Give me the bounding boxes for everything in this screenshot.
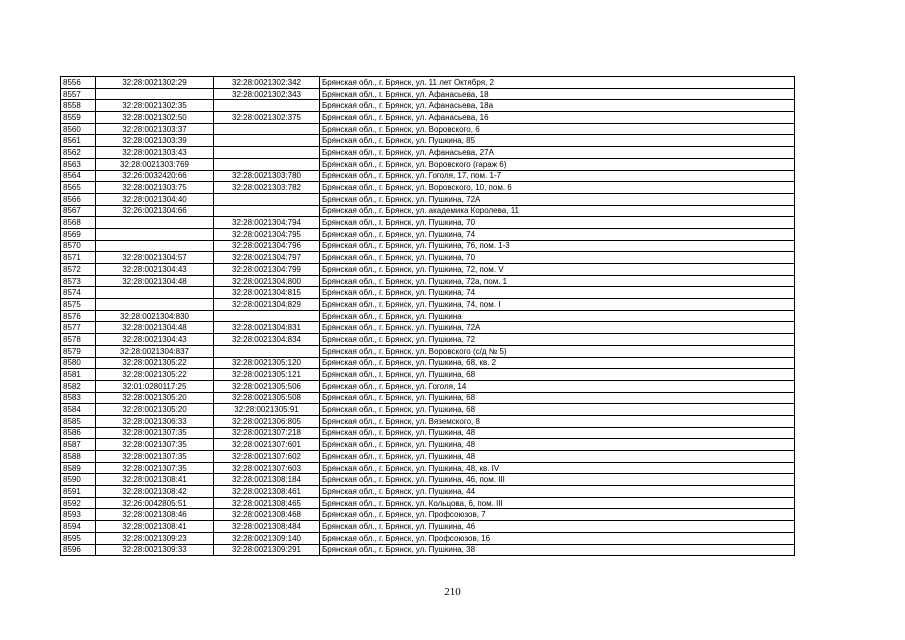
land-cadastral-number-cell: 32:28:0021308:42 — [96, 486, 214, 498]
building-cadastral-number-cell: 32:28:0021309:291 — [214, 544, 320, 556]
address-cell: Брянская обл., г. Брянск, ул. Афанасьева, 18 — [320, 88, 795, 100]
row-number-cell: 8591 — [61, 486, 96, 498]
building-cadastral-number-cell: 32:28:0021308:465 — [214, 497, 320, 509]
row-number-cell: 8559 — [61, 112, 96, 124]
row-number-cell: 8593 — [61, 509, 96, 521]
table-row — [61, 427, 795, 439]
building-cadastral-number-cell: 32:28:0021303:780 — [214, 170, 320, 182]
table-row — [61, 217, 795, 229]
property-registry-table — [60, 76, 795, 556]
building-cadastral-number-cell: 32:28:0021302:342 — [214, 77, 320, 89]
table-row — [61, 474, 795, 486]
table-row — [61, 193, 795, 205]
table-row — [61, 275, 795, 287]
building-cadastral-number-cell: 32:28:0021302:343 — [214, 88, 320, 100]
row-number-cell: 8588 — [61, 451, 96, 463]
table-row — [61, 240, 795, 252]
land-cadastral-number-cell: 32:28:0021308:41 — [96, 521, 214, 533]
building-cadastral-number-cell: 32:28:0021302:375 — [214, 112, 320, 124]
building-cadastral-number-cell: 32:28:0021309:140 — [214, 532, 320, 544]
row-number-cell: 8573 — [61, 275, 96, 287]
row-number-cell: 8582 — [61, 380, 96, 392]
land-cadastral-number-cell: 32:28:0021305:20 — [96, 404, 214, 416]
table-row — [61, 135, 795, 147]
land-cadastral-number-cell: 32:28:0021309:33 — [96, 544, 214, 556]
table-row — [61, 170, 795, 182]
address-cell: Брянская обл., г. Брянск, ул. Афанасьева, 27А — [320, 147, 795, 159]
address-cell: Брянская обл., г. Брянск, ул. Пушкина, 74, пом. I — [320, 299, 795, 311]
land-cadastral-number-cell: 32:28:0021307:35 — [96, 451, 214, 463]
land-cadastral-number-cell: 32:28:0021304:48 — [96, 275, 214, 287]
row-number-cell: 8572 — [61, 264, 96, 276]
table-row — [61, 404, 795, 416]
table-row — [61, 415, 795, 427]
address-cell: Брянская обл., г. Брянск, ул. Пушкина, 74 — [320, 228, 795, 240]
building-cadastral-number-cell: 32:28:0021308:468 — [214, 509, 320, 521]
land-cadastral-number-cell: 32:28:0021303:75 — [96, 182, 214, 194]
land-cadastral-number-cell: 32:28:0021302:50 — [96, 112, 214, 124]
page-number: 210 — [444, 586, 461, 598]
row-number-cell: 8563 — [61, 158, 96, 170]
land-cadastral-number-cell: 32:28:0021304:43 — [96, 264, 214, 276]
address-cell: Брянская обл., г. Брянск, ул. Воровского, 6 — [320, 123, 795, 135]
row-number-cell: 8580 — [61, 357, 96, 369]
table-row — [61, 100, 795, 112]
table-row — [61, 310, 795, 322]
address-cell: Брянская обл., г. Брянск, ул. академика Королева, 11 — [320, 205, 795, 217]
building-cadastral-number-cell: 32:28:0021307:218 — [214, 427, 320, 439]
address-cell: Брянская обл., г. Брянск, ул. Кольцова, 6, пом. III — [320, 497, 795, 509]
building-cadastral-number-cell: 32:28:0021308:461 — [214, 486, 320, 498]
land-cadastral-number-cell: 32:28:0021303:769 — [96, 158, 214, 170]
address-cell: Брянская обл., г. Брянск, ул. Вяземского, 8 — [320, 415, 795, 427]
table-row — [61, 182, 795, 194]
land-cadastral-number-cell — [96, 287, 214, 299]
land-cadastral-number-cell: 32:28:0021308:46 — [96, 509, 214, 521]
row-number-cell: 8561 — [61, 135, 96, 147]
building-cadastral-number-cell: 32:28:0021304:834 — [214, 334, 320, 346]
building-cadastral-number-cell: 32:28:0021307:601 — [214, 439, 320, 451]
building-cadastral-number-cell: 32:28:0021305:121 — [214, 369, 320, 381]
building-cadastral-number-cell — [214, 158, 320, 170]
address-cell: Брянская обл., г. Брянск, ул. Пушкина, 76, пом. 1-3 — [320, 240, 795, 252]
land-cadastral-number-cell: 32:26:0032420:66 — [96, 170, 214, 182]
building-cadastral-number-cell: 32:28:0021308:484 — [214, 521, 320, 533]
building-cadastral-number-cell: 32:28:0021304:799 — [214, 264, 320, 276]
row-number-cell: 8565 — [61, 182, 96, 194]
address-cell: Брянская обл., г. Брянск, ул. Пушкина, 48 — [320, 439, 795, 451]
row-number-cell: 8568 — [61, 217, 96, 229]
address-cell: Брянская обл., г. Брянск, ул. Афанасьева, 16 — [320, 112, 795, 124]
building-cadastral-number-cell: 32:28:0021306:805 — [214, 415, 320, 427]
row-number-cell: 8578 — [61, 334, 96, 346]
land-cadastral-number-cell: 32:01:0280117:25 — [96, 380, 214, 392]
building-cadastral-number-cell: 32:28:0021304:795 — [214, 228, 320, 240]
table-row — [61, 380, 795, 392]
address-cell: Брянская обл., г. Брянск, ул. Пушкина, 74 — [320, 287, 795, 299]
row-number-cell: 8574 — [61, 287, 96, 299]
land-cadastral-number-cell: 32:28:0021304:57 — [96, 252, 214, 264]
building-cadastral-number-cell: 32:28:0021304:797 — [214, 252, 320, 264]
land-cadastral-number-cell: 32:28:0021305:20 — [96, 392, 214, 404]
row-number-cell: 8583 — [61, 392, 96, 404]
address-cell: Брянская обл., г. Брянск, ул. Пушкина, 48 — [320, 451, 795, 463]
row-number-cell: 8560 — [61, 123, 96, 135]
address-cell: Брянская обл., г. Брянск, ул. Пушкина, 70 — [320, 217, 795, 229]
land-cadastral-number-cell: 32:28:0021304:830 — [96, 310, 214, 322]
row-number-cell: 8589 — [61, 462, 96, 474]
address-cell: Брянская обл., г. Брянск, ул. Пушкина, 72А — [320, 322, 795, 334]
land-cadastral-number-cell: 32:28:0021309:23 — [96, 532, 214, 544]
table-row — [61, 392, 795, 404]
building-cadastral-number-cell — [214, 147, 320, 159]
table-row — [61, 509, 795, 521]
building-cadastral-number-cell: 32:28:0021308:184 — [214, 474, 320, 486]
address-cell: Брянская обл., г. Брянск, ул. Пушкина, 72 — [320, 334, 795, 346]
land-cadastral-number-cell — [96, 217, 214, 229]
row-number-cell: 8577 — [61, 322, 96, 334]
address-cell: Брянская обл., г. Брянск, ул. Воровского (с/д № 5) — [320, 345, 795, 357]
table-row — [61, 205, 795, 217]
address-cell: Брянская обл., г. Брянск, ул. Пушкина, 68 — [320, 404, 795, 416]
table-row — [61, 497, 795, 509]
building-cadastral-number-cell: 32:28:0021305:91 — [214, 404, 320, 416]
address-cell: Брянская обл., г. Брянск, ул. Пушкина, 85 — [320, 135, 795, 147]
table-row — [61, 123, 795, 135]
address-cell: Брянская обл., г. Брянск, ул. Пушкина, 44 — [320, 486, 795, 498]
table-row — [61, 322, 795, 334]
table-row — [61, 369, 795, 381]
table-row — [61, 264, 795, 276]
table-row — [61, 451, 795, 463]
building-cadastral-number-cell: 32:28:0021304:794 — [214, 217, 320, 229]
building-cadastral-number-cell: 32:28:0021304:796 — [214, 240, 320, 252]
table-row — [61, 299, 795, 311]
land-cadastral-number-cell: 32:28:0021304:40 — [96, 193, 214, 205]
table-row — [61, 357, 795, 369]
row-number-cell: 8567 — [61, 205, 96, 217]
address-cell: Брянская обл., г. Брянск, ул. 11 лет Октября, 2 — [320, 77, 795, 89]
address-cell: Брянская обл., г. Брянск, ул. Пушкина, 48, кв. IV — [320, 462, 795, 474]
building-cadastral-number-cell: 32:28:0021303:782 — [214, 182, 320, 194]
row-number-cell: 8594 — [61, 521, 96, 533]
row-number-cell: 8595 — [61, 532, 96, 544]
address-cell: Брянская обл., г. Брянск, ул. Гоголя, 14 — [320, 380, 795, 392]
land-cadastral-number-cell: 32:28:0021304:837 — [96, 345, 214, 357]
address-cell: Брянская обл., г. Брянск, ул. Пушкина, 46, пом. III — [320, 474, 795, 486]
building-cadastral-number-cell — [214, 100, 320, 112]
table-row — [61, 158, 795, 170]
table-row — [61, 147, 795, 159]
row-number-cell: 8556 — [61, 77, 96, 89]
row-number-cell: 8576 — [61, 310, 96, 322]
land-cadastral-number-cell: 32:28:0021307:35 — [96, 427, 214, 439]
table-row — [61, 228, 795, 240]
row-number-cell: 8590 — [61, 474, 96, 486]
land-cadastral-number-cell: 32:28:0021306:33 — [96, 415, 214, 427]
row-number-cell: 8564 — [61, 170, 96, 182]
address-cell: Брянская обл., г. Брянск, ул. Пушкина, 68, кв. 2 — [320, 357, 795, 369]
table-row — [61, 252, 795, 264]
address-cell: Брянская обл., г. Брянск, ул. Гоголя, 17, пом. 1-7 — [320, 170, 795, 182]
table-row — [61, 334, 795, 346]
address-cell: Брянская обл., г. Брянск, ул. Воровского (гараж 6) — [320, 158, 795, 170]
land-cadastral-number-cell: 32:28:0021303:39 — [96, 135, 214, 147]
row-number-cell: 8585 — [61, 415, 96, 427]
table-row — [61, 287, 795, 299]
address-cell: Брянская обл., г. Брянск, ул. Пушкина, 72А — [320, 193, 795, 205]
address-cell: Брянская обл., г. Брянск, ул. Пушкина, 72а, пом. 1 — [320, 275, 795, 287]
table-body — [61, 77, 795, 556]
address-cell: Брянская обл., г. Брянск, ул. Афанасьева, 18а — [320, 100, 795, 112]
building-cadastral-number-cell — [214, 135, 320, 147]
building-cadastral-number-cell — [214, 205, 320, 217]
land-cadastral-number-cell: 32:28:0021304:48 — [96, 322, 214, 334]
land-cadastral-number-cell: 32:28:0021302:35 — [96, 100, 214, 112]
land-cadastral-number-cell — [96, 299, 214, 311]
land-cadastral-number-cell: 32:28:0021304:43 — [96, 334, 214, 346]
building-cadastral-number-cell — [214, 123, 320, 135]
land-cadastral-number-cell — [96, 228, 214, 240]
table-row — [61, 77, 795, 89]
building-cadastral-number-cell: 32:28:0021305:120 — [214, 357, 320, 369]
row-number-cell: 8581 — [61, 369, 96, 381]
building-cadastral-number-cell — [214, 310, 320, 322]
land-cadastral-number-cell — [96, 240, 214, 252]
row-number-cell: 8584 — [61, 404, 96, 416]
table-row — [61, 521, 795, 533]
row-number-cell: 8586 — [61, 427, 96, 439]
table-row — [61, 544, 795, 556]
land-cadastral-number-cell: 32:28:0021303:37 — [96, 123, 214, 135]
address-cell: Брянская обл., г. Брянск, ул. Пушкина, 46 — [320, 521, 795, 533]
row-number-cell: 8587 — [61, 439, 96, 451]
building-cadastral-number-cell: 32:28:0021305:508 — [214, 392, 320, 404]
table-row — [61, 462, 795, 474]
building-cadastral-number-cell: 32:28:0021307:602 — [214, 451, 320, 463]
building-cadastral-number-cell: 32:28:0021304:829 — [214, 299, 320, 311]
table-row — [61, 345, 795, 357]
row-number-cell: 8571 — [61, 252, 96, 264]
land-cadastral-number-cell: 32:28:0021302:29 — [96, 77, 214, 89]
land-cadastral-number-cell: 32:26:0042805:51 — [96, 497, 214, 509]
land-cadastral-number-cell: 32:28:0021305:22 — [96, 357, 214, 369]
table-row — [61, 88, 795, 100]
building-cadastral-number-cell: 32:28:0021305:506 — [214, 380, 320, 392]
row-number-cell: 8570 — [61, 240, 96, 252]
address-cell: Брянская обл., г. Брянск, ул. Пушкина, 38 — [320, 544, 795, 556]
address-cell: Брянская обл., г. Брянск, ул. Пушкина, 72, пом. V — [320, 264, 795, 276]
land-cadastral-number-cell: 32:28:0021303:43 — [96, 147, 214, 159]
land-cadastral-number-cell: 32:28:0021307:35 — [96, 439, 214, 451]
table-row — [61, 486, 795, 498]
land-cadastral-number-cell: 32:28:0021305:22 — [96, 369, 214, 381]
building-cadastral-number-cell: 32:28:0021304:800 — [214, 275, 320, 287]
address-cell: Брянская обл., г. Брянск, ул. Пушкина — [320, 310, 795, 322]
land-cadastral-number-cell: 32:26:0021304:66 — [96, 205, 214, 217]
row-number-cell: 8557 — [61, 88, 96, 100]
table-row — [61, 532, 795, 544]
building-cadastral-number-cell — [214, 193, 320, 205]
row-number-cell: 8562 — [61, 147, 96, 159]
row-number-cell: 8558 — [61, 100, 96, 112]
building-cadastral-number-cell: 32:28:0021304:815 — [214, 287, 320, 299]
row-number-cell: 8566 — [61, 193, 96, 205]
land-cadastral-number-cell — [96, 88, 214, 100]
table-row — [61, 439, 795, 451]
row-number-cell: 8569 — [61, 228, 96, 240]
address-cell: Брянская обл., г. Брянск, ул. Профсоюзов, 16 — [320, 532, 795, 544]
land-cadastral-number-cell: 32:28:0021307:35 — [96, 462, 214, 474]
table-row — [61, 112, 795, 124]
building-cadastral-number-cell — [214, 345, 320, 357]
address-cell: Брянская обл., г. Брянск, ул. Воровского, 10, пом. 6 — [320, 182, 795, 194]
building-cadastral-number-cell: 32:28:0021307:603 — [214, 462, 320, 474]
address-cell: Брянская обл., г. Брянск, ул. Пушкина, 70 — [320, 252, 795, 264]
address-cell: Брянская обл., г. Брянск, ул. Профсоюзов, 7 — [320, 509, 795, 521]
row-number-cell: 8575 — [61, 299, 96, 311]
address-cell: Брянская обл., г. Брянск, ул. Пушкина, 68 — [320, 392, 795, 404]
land-cadastral-number-cell: 32:28:0021308:41 — [96, 474, 214, 486]
address-cell: Брянская обл., г. Брянск, ул. Пушкина, 68 — [320, 369, 795, 381]
row-number-cell: 8596 — [61, 544, 96, 556]
row-number-cell: 8592 — [61, 497, 96, 509]
address-cell: Брянская обл., г. Брянск, ул. Пушкина, 48 — [320, 427, 795, 439]
row-number-cell: 8579 — [61, 345, 96, 357]
building-cadastral-number-cell: 32:28:0021304:831 — [214, 322, 320, 334]
